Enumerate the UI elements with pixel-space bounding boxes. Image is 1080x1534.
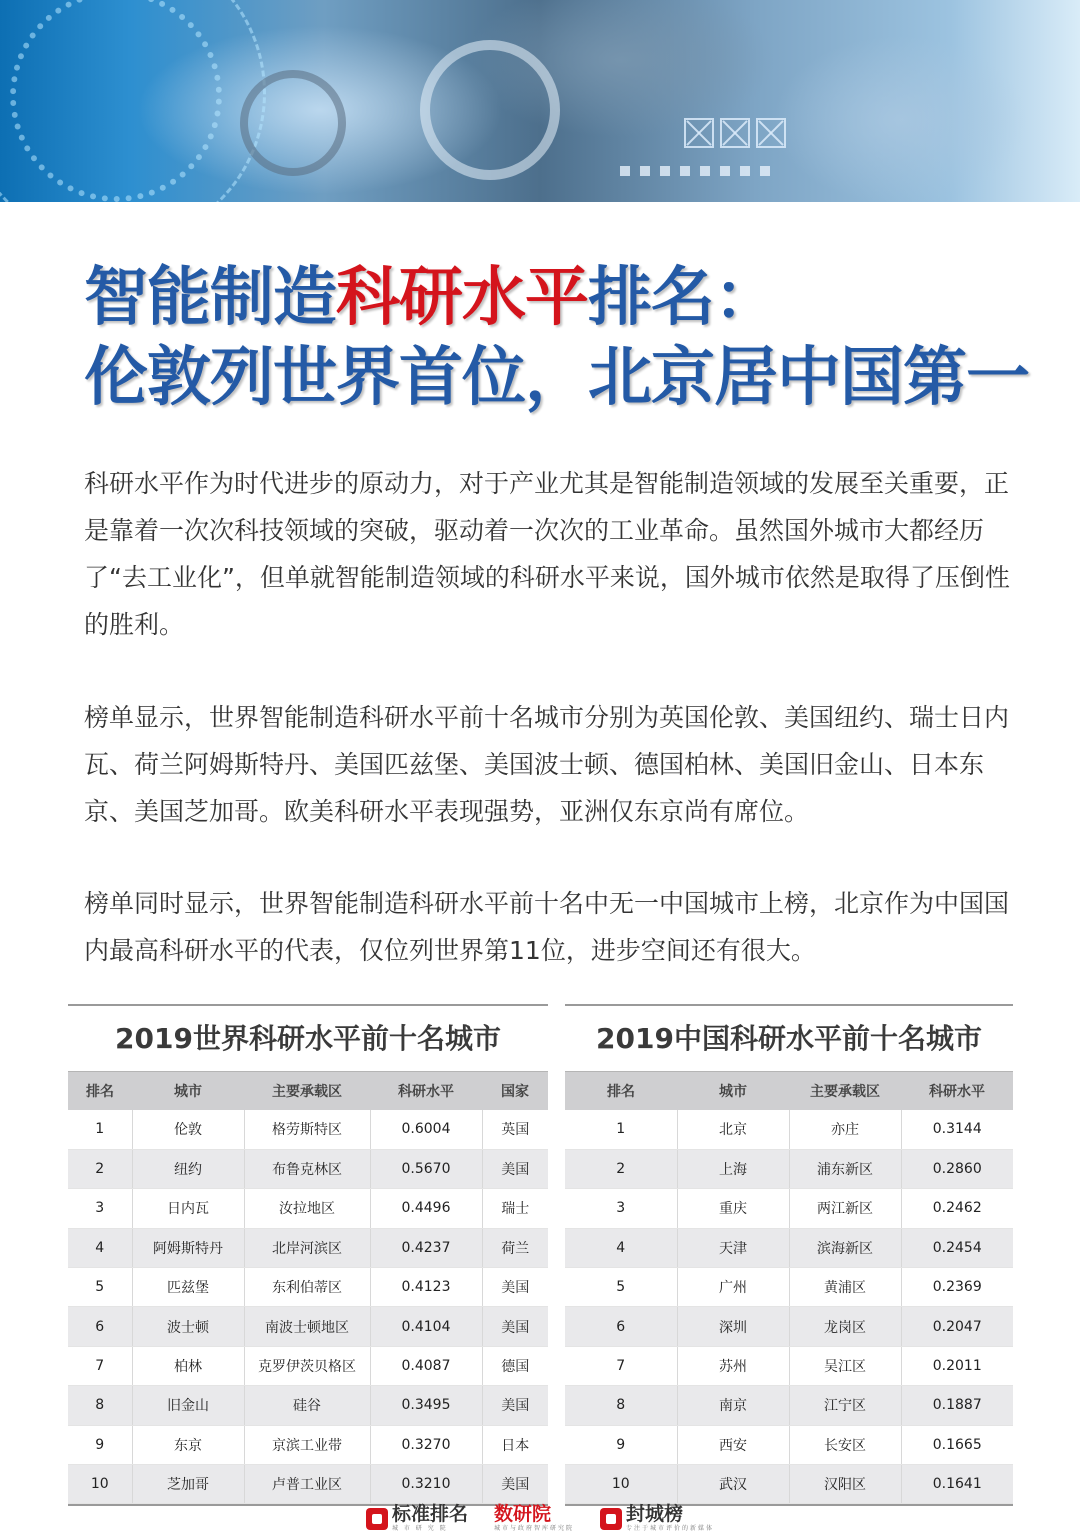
column-header: 排名: [565, 1072, 677, 1111]
table-cell: 广州: [677, 1268, 789, 1307]
title-line-2: 伦敦列世界首位，北京居中国第一: [84, 341, 1029, 415]
logo-name: 数研院: [493, 1503, 551, 1525]
table-cell: 汉阳区: [789, 1465, 901, 1504]
table-cell: 4: [68, 1228, 132, 1267]
table-cell: 芝加哥: [132, 1465, 244, 1504]
page-title: [84, 258, 1029, 418]
title-part: 智能制造: [84, 261, 336, 335]
table-row: [565, 1465, 1013, 1504]
table-cell: 0.3495: [370, 1386, 482, 1425]
table-cell: 0.2454: [901, 1228, 1013, 1267]
table-cell: 龙岗区: [789, 1307, 901, 1346]
table-cell: 6: [565, 1307, 677, 1346]
table-cell: 0.2860: [901, 1149, 1013, 1188]
table-row: [68, 1189, 548, 1228]
table-cell: 西安: [677, 1425, 789, 1464]
fengchengbang-logo-icon: [600, 1508, 622, 1530]
table-cell: 0.1887: [901, 1386, 1013, 1425]
table-row: [68, 1268, 548, 1307]
world-table-title: 2019世界科研水平前十名城市: [115, 1022, 501, 1055]
table-cell: 重庆: [677, 1189, 789, 1228]
body-paragraph-3: 榜单同时显示，世界智能制造科研水平前十名中无一中国城市上榜，北京作为中国国内最高科研水平的代表，仅位列世界第11位，进步空间还有很大。: [84, 889, 1010, 965]
title-part: 排名：: [588, 261, 777, 335]
column-header: 主要承载区: [244, 1072, 370, 1111]
table-cell: 4: [565, 1228, 677, 1267]
table-cell: 伦敦: [132, 1110, 244, 1149]
column-header: 城市: [132, 1072, 244, 1111]
table-cell: 1: [565, 1110, 677, 1149]
table-cell: 南波士顿地区: [244, 1307, 370, 1346]
table-cell: 美国: [482, 1307, 548, 1346]
table-cell: 江宁区: [789, 1386, 901, 1425]
table-cell: 0.4104: [370, 1307, 482, 1346]
logo-name: 标准排名: [391, 1503, 468, 1525]
table-row: [68, 1149, 548, 1188]
table-cell: 美国: [482, 1149, 548, 1188]
table-cell: 匹兹堡: [132, 1268, 244, 1307]
table-cell: 美国: [482, 1386, 548, 1425]
table-cell: 0.4087: [370, 1346, 482, 1385]
table-cell: 浦东新区: [789, 1149, 901, 1188]
table-cell: 汝拉地区: [244, 1189, 370, 1228]
table-row: [68, 1386, 548, 1425]
title-highlight: 科研水平: [336, 261, 588, 335]
china-ranking-table: [565, 1004, 1013, 1506]
table-cell: 京滨工业带: [244, 1425, 370, 1464]
table-row: [68, 1228, 548, 1267]
table-cell: 旧金山: [132, 1386, 244, 1425]
table-row: [565, 1307, 1013, 1346]
table-cell: 10: [68, 1465, 132, 1504]
column-header: 科研水平: [901, 1072, 1013, 1111]
table-cell: 9: [68, 1425, 132, 1464]
table-cell: 6: [68, 1307, 132, 1346]
table-cell: 2: [565, 1149, 677, 1188]
table-row: [565, 1268, 1013, 1307]
table-cell: 布鲁克林区: [244, 1149, 370, 1188]
body-paragraph-2: 榜单显示，世界智能制造科研水平前十名城市分别为英国伦敦、美国纽约、瑞士日内瓦、荷兰阿姆斯特丹、美国匹兹堡、美国波士顿、德国柏林、美国旧金山、日本东京、美国芝加哥。欧美科研水平表现强势，亚洲仅东京尚有席位。: [84, 703, 1010, 826]
hero-box-icons: [684, 118, 786, 148]
logo-subtitle: 城 市 研 究 院: [391, 1525, 448, 1532]
table-cell: 0.5670: [370, 1149, 482, 1188]
table-cell: 0.6004: [370, 1110, 482, 1149]
table-cell: 1: [68, 1110, 132, 1149]
table-cell: 0.1665: [901, 1425, 1013, 1464]
table-row: [565, 1386, 1013, 1425]
table-cell: 纽约: [132, 1149, 244, 1188]
table-row: [565, 1110, 1013, 1149]
table-cell: 荷兰: [482, 1228, 548, 1267]
table-cell: 0.3144: [901, 1110, 1013, 1149]
table-row: [565, 1346, 1013, 1385]
table-cell: 0.2047: [901, 1307, 1013, 1346]
hero-banner-image: [0, 0, 1080, 202]
china-table-header-row: [565, 1072, 1013, 1111]
table-row: [68, 1425, 548, 1464]
logo-name: 封城榜: [626, 1503, 684, 1525]
table-cell: 8: [68, 1386, 132, 1425]
table-cell: 0.2462: [901, 1189, 1013, 1228]
table-row: [565, 1149, 1013, 1188]
table-row: [68, 1465, 548, 1504]
table-cell: 武汉: [677, 1465, 789, 1504]
world-ranking-table: [68, 1004, 548, 1506]
world-table-header-row: [68, 1072, 548, 1111]
logo-fengchengbang: [600, 1505, 714, 1532]
hero-indicator-strip: [620, 166, 770, 176]
table-cell: 日内瓦: [132, 1189, 244, 1228]
footer-logos: [0, 1503, 1080, 1534]
title-line-1: [84, 258, 1029, 338]
table-row: [565, 1425, 1013, 1464]
table-cell: 美国: [482, 1465, 548, 1504]
table-cell: 0.2011: [901, 1346, 1013, 1385]
hero-gear-ring: [240, 70, 346, 176]
biaozhun-logo-icon: [366, 1508, 388, 1530]
table-cell: 硅谷: [244, 1386, 370, 1425]
table-row: [68, 1346, 548, 1385]
column-header: 主要承载区: [789, 1072, 901, 1111]
table-cell: 7: [68, 1346, 132, 1385]
table-row: [565, 1189, 1013, 1228]
table-cell: 0.4237: [370, 1228, 482, 1267]
table-cell: 波士顿: [132, 1307, 244, 1346]
column-header: 国家: [482, 1072, 548, 1111]
table-cell: 上海: [677, 1149, 789, 1188]
table-row: [565, 1228, 1013, 1267]
china-table-title: 2019中国科研水平前十名城市: [596, 1022, 982, 1055]
logo-subtitle: 专注于城市评价的新媒体: [626, 1525, 715, 1532]
table-cell: 2: [68, 1149, 132, 1188]
table-cell: 德国: [482, 1346, 548, 1385]
table-cell: 滨海新区: [789, 1228, 901, 1267]
table-cell: 10: [565, 1465, 677, 1504]
table-cell: 英国: [482, 1110, 548, 1149]
table-cell: 0.4496: [370, 1189, 482, 1228]
table-cell: 卢普工业区: [244, 1465, 370, 1504]
table-cell: 两江新区: [789, 1189, 901, 1228]
table-cell: 南京: [677, 1386, 789, 1425]
column-header: 城市: [677, 1072, 789, 1111]
logo-shuyanyuan: [494, 1505, 574, 1532]
table-cell: 阿姆斯特丹: [132, 1228, 244, 1267]
column-header: 科研水平: [370, 1072, 482, 1111]
table-cell: 东利伯蒂区: [244, 1268, 370, 1307]
table-row: [68, 1307, 548, 1346]
hero-gear-ring: [10, 0, 222, 202]
table-cell: 北京: [677, 1110, 789, 1149]
table-cell: 苏州: [677, 1346, 789, 1385]
table-cell: 3: [68, 1189, 132, 1228]
table-cell: 吴江区: [789, 1346, 901, 1385]
table-cell: 美国: [482, 1268, 548, 1307]
table-cell: 北岸河滨区: [244, 1228, 370, 1267]
table-cell: 柏林: [132, 1346, 244, 1385]
hero-gear-ring: [420, 40, 560, 180]
table-cell: 瑞士: [482, 1189, 548, 1228]
table-cell: 8: [565, 1386, 677, 1425]
table-cell: 天津: [677, 1228, 789, 1267]
table-cell: 5: [68, 1268, 132, 1307]
table-cell: 0.2369: [901, 1268, 1013, 1307]
table-cell: 5: [565, 1268, 677, 1307]
table-cell: 3: [565, 1189, 677, 1228]
table-cell: 长安区: [789, 1425, 901, 1464]
table-cell: 0.4123: [370, 1268, 482, 1307]
table-cell: 格劳斯特区: [244, 1110, 370, 1149]
body-paragraph-1: 科研水平作为时代进步的原动力，对于产业尤其是智能制造领域的发展至关重要，正是靠着一次次科技领域的突破，驱动着一次次的工业革命。虽然国外城市大都经历了“去工业化”，但单就智能制造领域的科研水平来说，国外城市依然是取得了压倒性的胜利。: [84, 469, 1010, 639]
table-cell: 克罗伊茨贝格区: [244, 1346, 370, 1385]
table-cell: 深圳: [677, 1307, 789, 1346]
table-cell: 0.1641: [901, 1465, 1013, 1504]
table-cell: 0.3210: [370, 1465, 482, 1504]
table-cell: 亦庄: [789, 1110, 901, 1149]
logo-biaozhun: [366, 1505, 468, 1532]
table-cell: 7: [565, 1346, 677, 1385]
table-row: [68, 1110, 548, 1149]
column-header: 排名: [68, 1072, 132, 1111]
table-cell: 黄浦区: [789, 1268, 901, 1307]
logo-subtitle: 城市与政府智库研究院: [493, 1525, 574, 1532]
table-cell: 9: [565, 1425, 677, 1464]
table-cell: 0.3270: [370, 1425, 482, 1464]
table-cell: 日本: [482, 1425, 548, 1464]
table-cell: 东京: [132, 1425, 244, 1464]
